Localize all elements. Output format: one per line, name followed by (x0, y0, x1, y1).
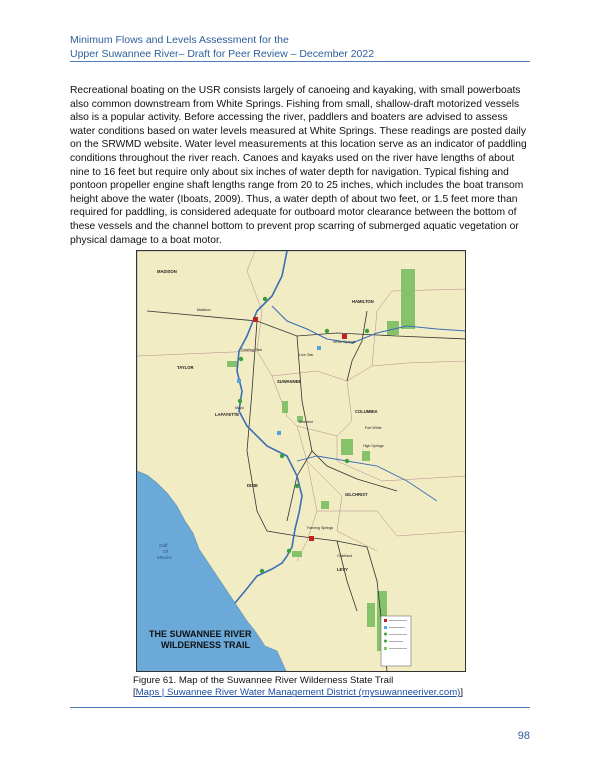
county-label-levy: LEVY (337, 567, 348, 572)
county-label-columbia: COLUMBIA (355, 409, 378, 414)
source-link[interactable]: Maps | Suwannee River Water Management District (mysuwanneeriver.com) (135, 687, 461, 699)
running-header (70, 34, 530, 61)
town-label-branford: Branford (299, 420, 313, 424)
town-label-dowling-park: Dowling Park (241, 348, 263, 352)
county-label-lafayette: LAFAYETTE (215, 412, 240, 417)
town-label-white-springs: White Springs (333, 340, 356, 344)
town-label-fanning-springs: Fanning Springs (307, 526, 334, 530)
county-label-gilchrist: GILCHRIST (345, 492, 368, 497)
county-label-madison: MADISON (157, 269, 177, 274)
caption-link-line (133, 687, 463, 699)
map-title-line2: WILDERNESS TRAIL (161, 640, 250, 650)
county-label-dixie: DIXIE (247, 483, 258, 488)
header-line-1: Minimum Flows and Levels Assessment for the (70, 34, 289, 46)
county-label-taylor: TAYLOR (177, 365, 194, 370)
county-label-hamilton: HAMILTON (352, 299, 374, 304)
county-label-suwannee: SUWANNEE (277, 379, 302, 384)
town-label-live-oak: Live Oak (299, 353, 314, 357)
town-label-chiefland: Chiefland (337, 554, 353, 558)
page-number: 98 (517, 730, 530, 742)
map-legend (381, 616, 411, 666)
caption-text: Figure 61. Map of the Suwannee River Wilderness State Trail (133, 675, 394, 686)
link-bracket-open: [ (133, 687, 136, 699)
link-bracket-close: ] (460, 687, 464, 699)
figure-caption (133, 675, 463, 700)
wilderness-trail-map (136, 250, 466, 672)
town-label-madison: Madison (197, 308, 211, 312)
gulf-label-line3: Mexico (157, 555, 172, 560)
body-text (70, 84, 532, 247)
header-line-2: Upper Suwannee River– Draft for Peer Review – December 2022 (70, 47, 375, 60)
town-label-fort-white: Fort White (365, 426, 382, 430)
map-title-line1: THE SUWANNEE RIVER (149, 629, 252, 639)
town-label-mayo: Mayo (235, 406, 244, 410)
gulf-label-line2: Of (163, 549, 168, 554)
map-graphic (137, 251, 466, 672)
footer-divider (70, 707, 530, 708)
gulf-label-line1: Gulf (159, 543, 168, 548)
header-divider (70, 61, 530, 62)
body-paragraph: Recreational boating on the USR consists largely of canoeing and kayaking, with small powerboats also common downstream from White Springs. Fishing from small, shallow-draft motorized vessels also is a popular activity. Before accessing the river, paddlers and boaters are advised to assess water conditions based on water levels measured at White Springs. These readings are posted daily on the SRWMD website. Water level measurements at this location serve as an indicator of paddling conditions throughout the river reach. Canoes and kayaks used on the river have lengths of about nine to 16 feet but require only about six inches of water depth for navigation. Typical fishing and pontoon propeller engine shaft lengths range from 20 to 25 inches, which includes the boat transom height above the water (Iboats, 2009). Thus, a water depth of about two feet, or 1.5 feet more than required for paddling, is considered adequate for outboard motor clearance between the bottom of these vessels and the channel bottom to prevent prop scarring of submerged aquatic vegetation or physical damage to a boat motor. (70, 85, 527, 246)
town-label-high-springs: High Springs (363, 444, 384, 448)
